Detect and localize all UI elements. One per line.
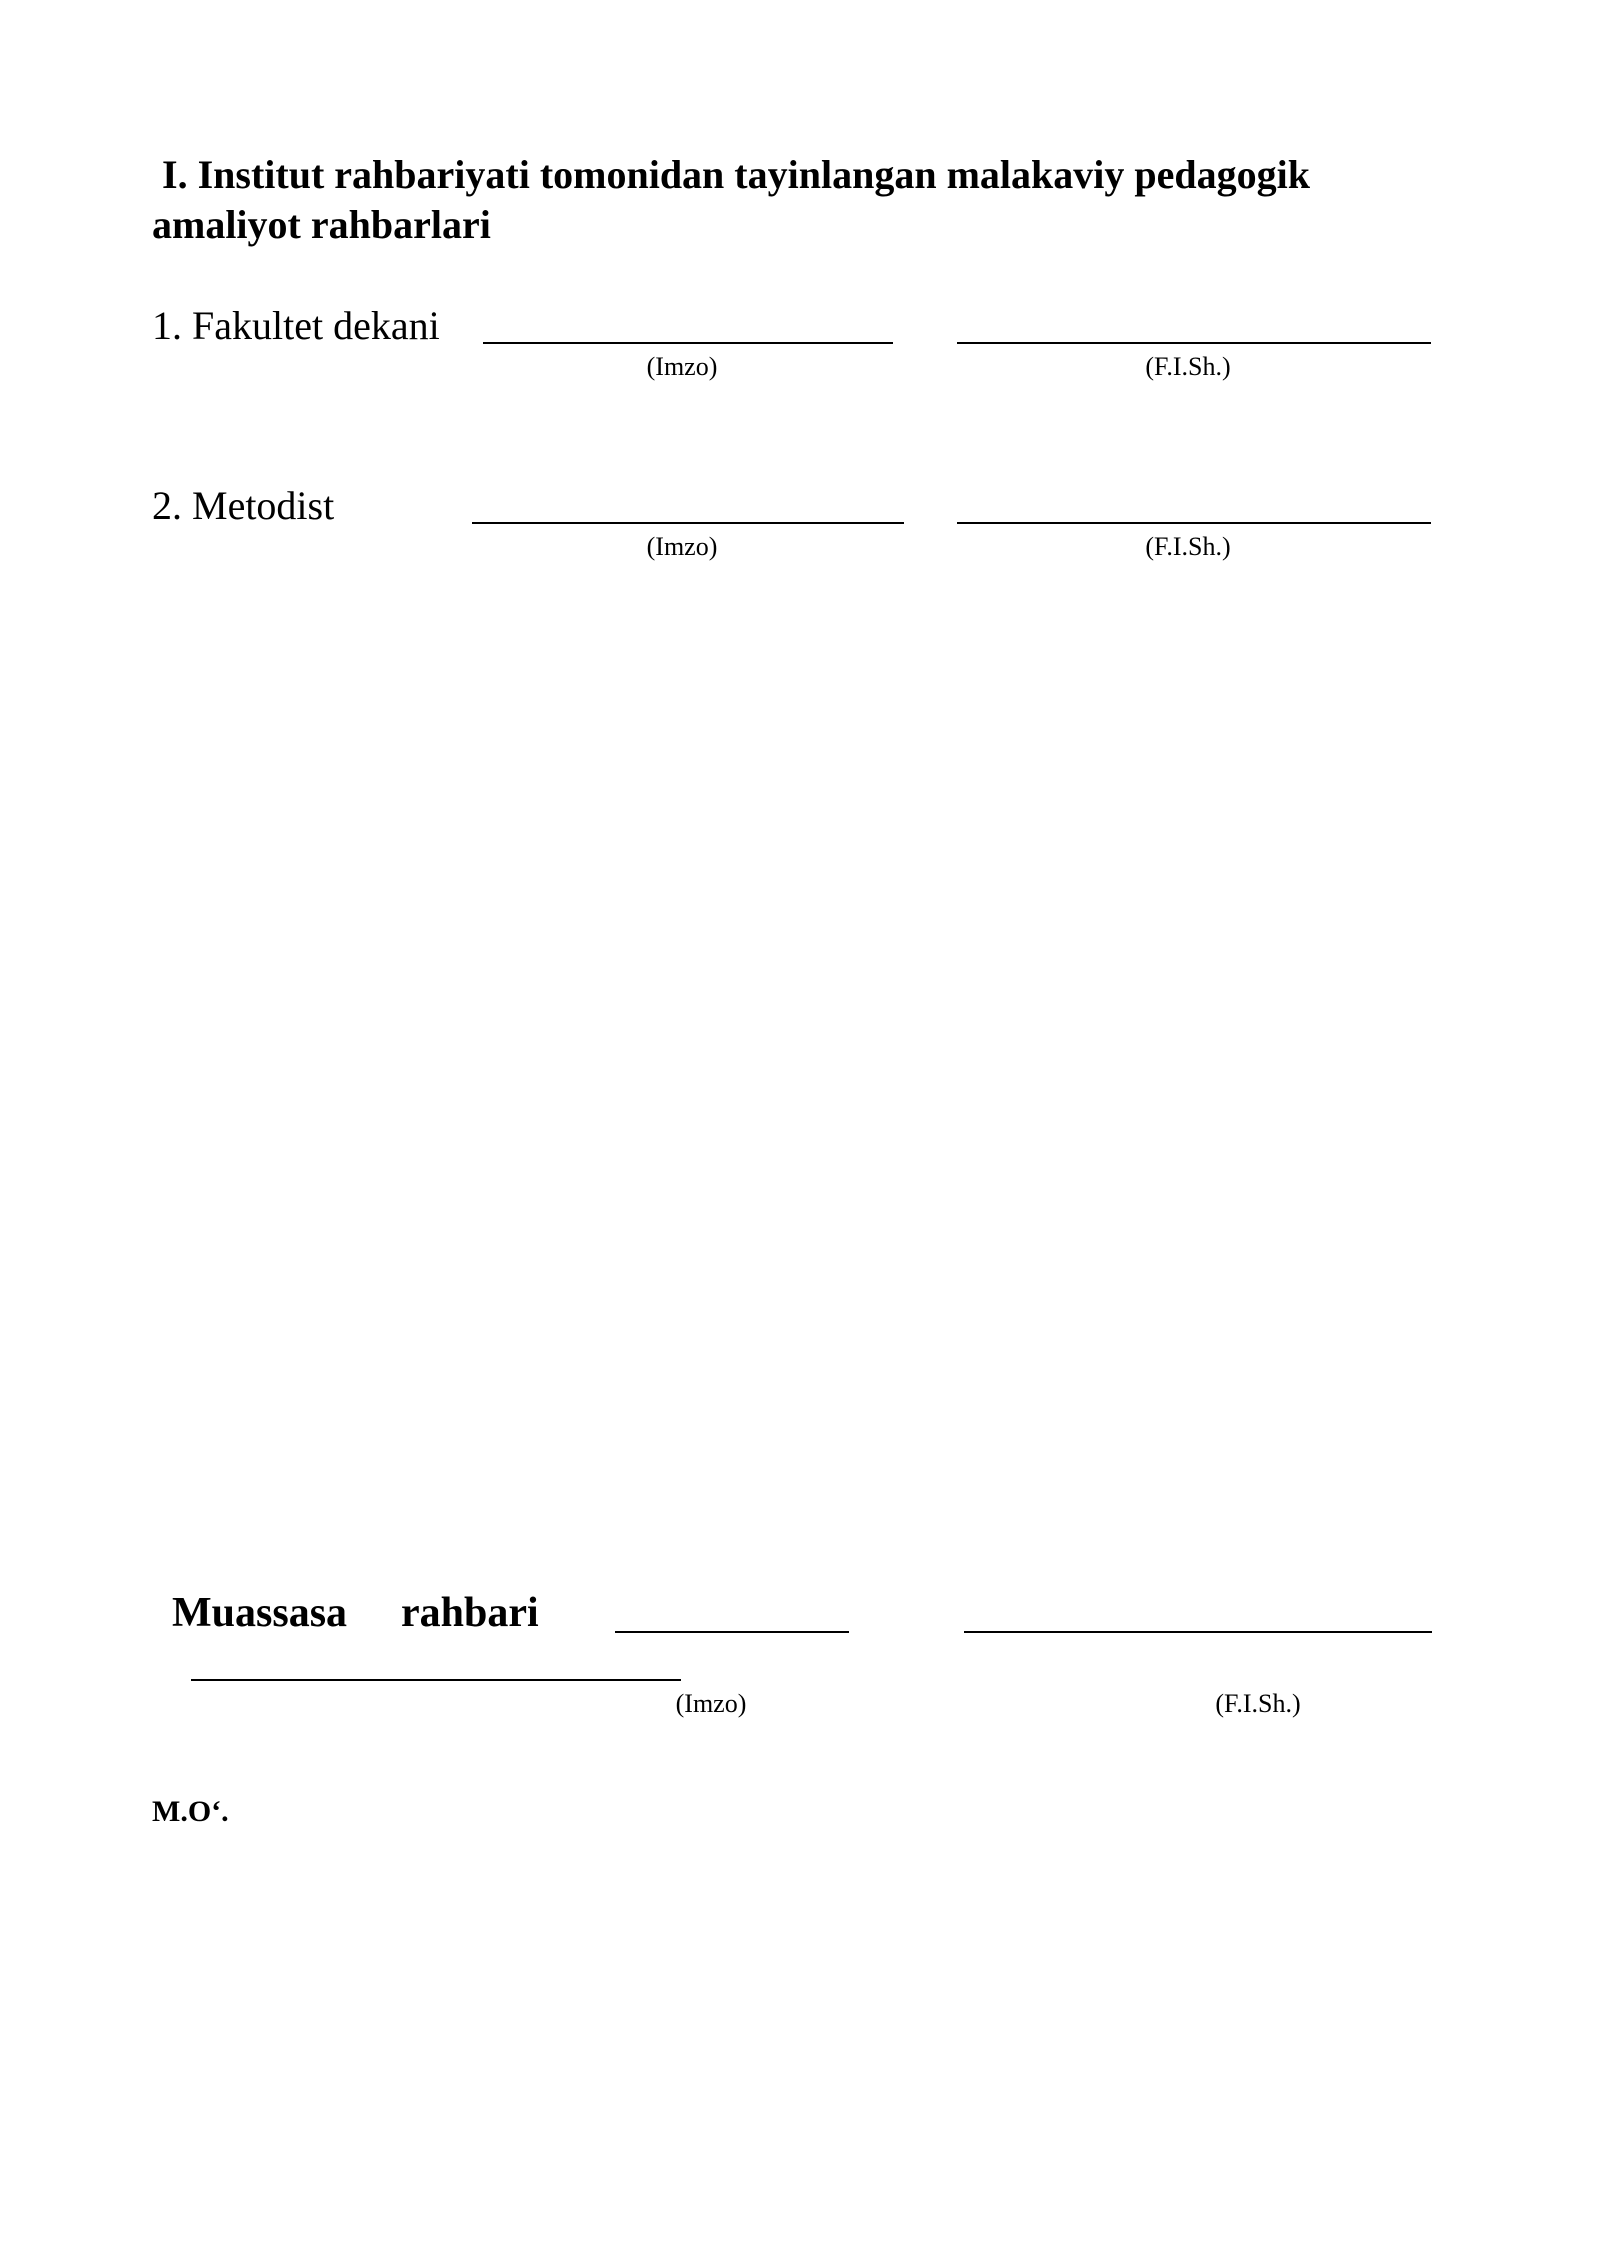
methodist-signature-caption: (Imzo) [646, 532, 718, 561]
page-title-line-1: I. Institut rahbariyati tomonidan tayinlangan malakaviy pedagogik [162, 152, 1310, 197]
institution-head-extra-line[interactable] [191, 1679, 681, 1681]
institution-head-signature-caption: (Imzo) [675, 1689, 747, 1718]
dean-signature-line[interactable] [483, 342, 893, 344]
institution-head-name-line[interactable] [964, 1631, 1432, 1633]
methodist-signature-line[interactable] [472, 522, 904, 524]
dean-label: 1. Fakultet dekani [152, 303, 440, 348]
page-title [152, 150, 1452, 250]
institution-head-label-part1: Muassasa [172, 1590, 348, 1636]
page-title-line-2: amaliyot rahbarlari [152, 202, 491, 247]
institution-head-name-caption: (F.I.Sh.) [1215, 1689, 1301, 1718]
dean-signature-caption: (Imzo) [646, 352, 718, 381]
stamp-place-label: M.O‘. [152, 1795, 229, 1828]
institution-head-label-part2: rahbari [401, 1590, 539, 1636]
methodist-label: 2. Metodist [152, 483, 335, 528]
methodist-name-line[interactable] [957, 522, 1431, 524]
dean-name-caption: (F.I.Sh.) [1145, 352, 1231, 381]
dean-name-line[interactable] [957, 342, 1431, 344]
methodist-name-caption: (F.I.Sh.) [1145, 532, 1231, 561]
institution-head-signature-line[interactable] [615, 1631, 849, 1633]
